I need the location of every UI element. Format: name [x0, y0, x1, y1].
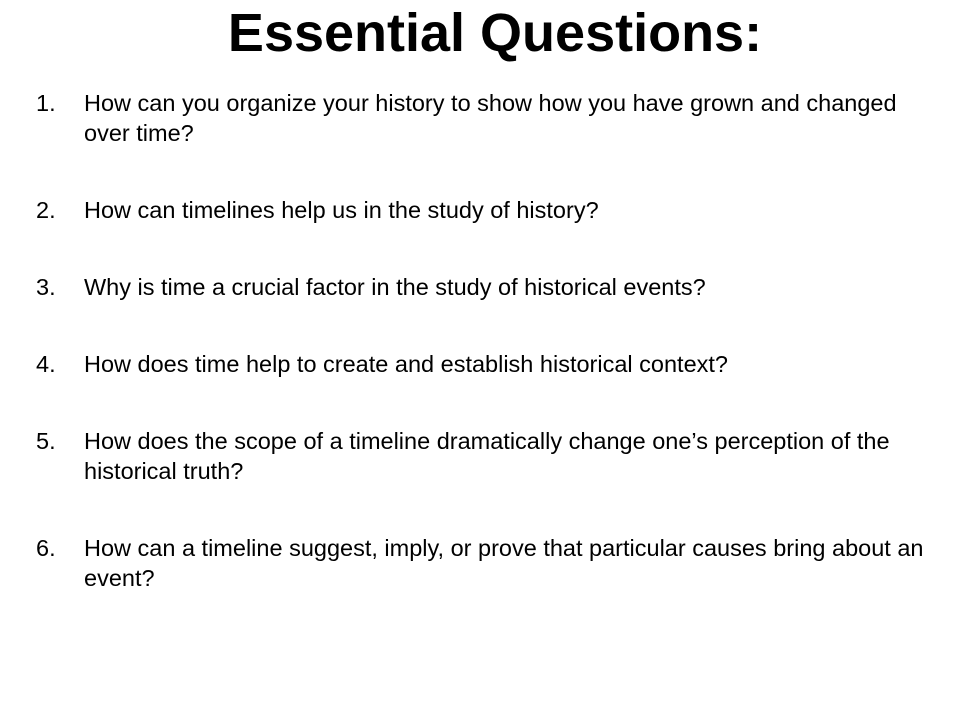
list-item — [36, 88, 936, 148]
list-item — [36, 349, 936, 379]
question-text: How does the scope of a timeline dramatically change one’s perception of the historical truth? — [84, 428, 890, 484]
question-text: How can timelines help us in the study of history? — [84, 197, 599, 223]
question-number: 4. — [36, 351, 56, 377]
question-number: 6. — [36, 535, 56, 561]
list-item — [36, 426, 936, 486]
question-text: How can you organize your history to show how you have grown and changed over time? — [84, 90, 897, 146]
question-number: 5. — [36, 428, 56, 454]
question-number: 1. — [36, 90, 56, 116]
question-list — [36, 88, 936, 640]
question-number: 3. — [36, 274, 56, 300]
list-item — [36, 195, 936, 225]
list-item — [36, 272, 936, 302]
question-text: Why is time a crucial factor in the study of historical events? — [84, 274, 706, 300]
question-text: How does time help to create and establish historical context? — [84, 351, 728, 377]
question-number: 2. — [36, 197, 56, 223]
slide-title: Essential Questions: — [227, 3, 763, 63]
list-item — [36, 533, 936, 593]
question-text: How can a timeline suggest, imply, or prove that particular causes bring about an event? — [84, 535, 924, 591]
